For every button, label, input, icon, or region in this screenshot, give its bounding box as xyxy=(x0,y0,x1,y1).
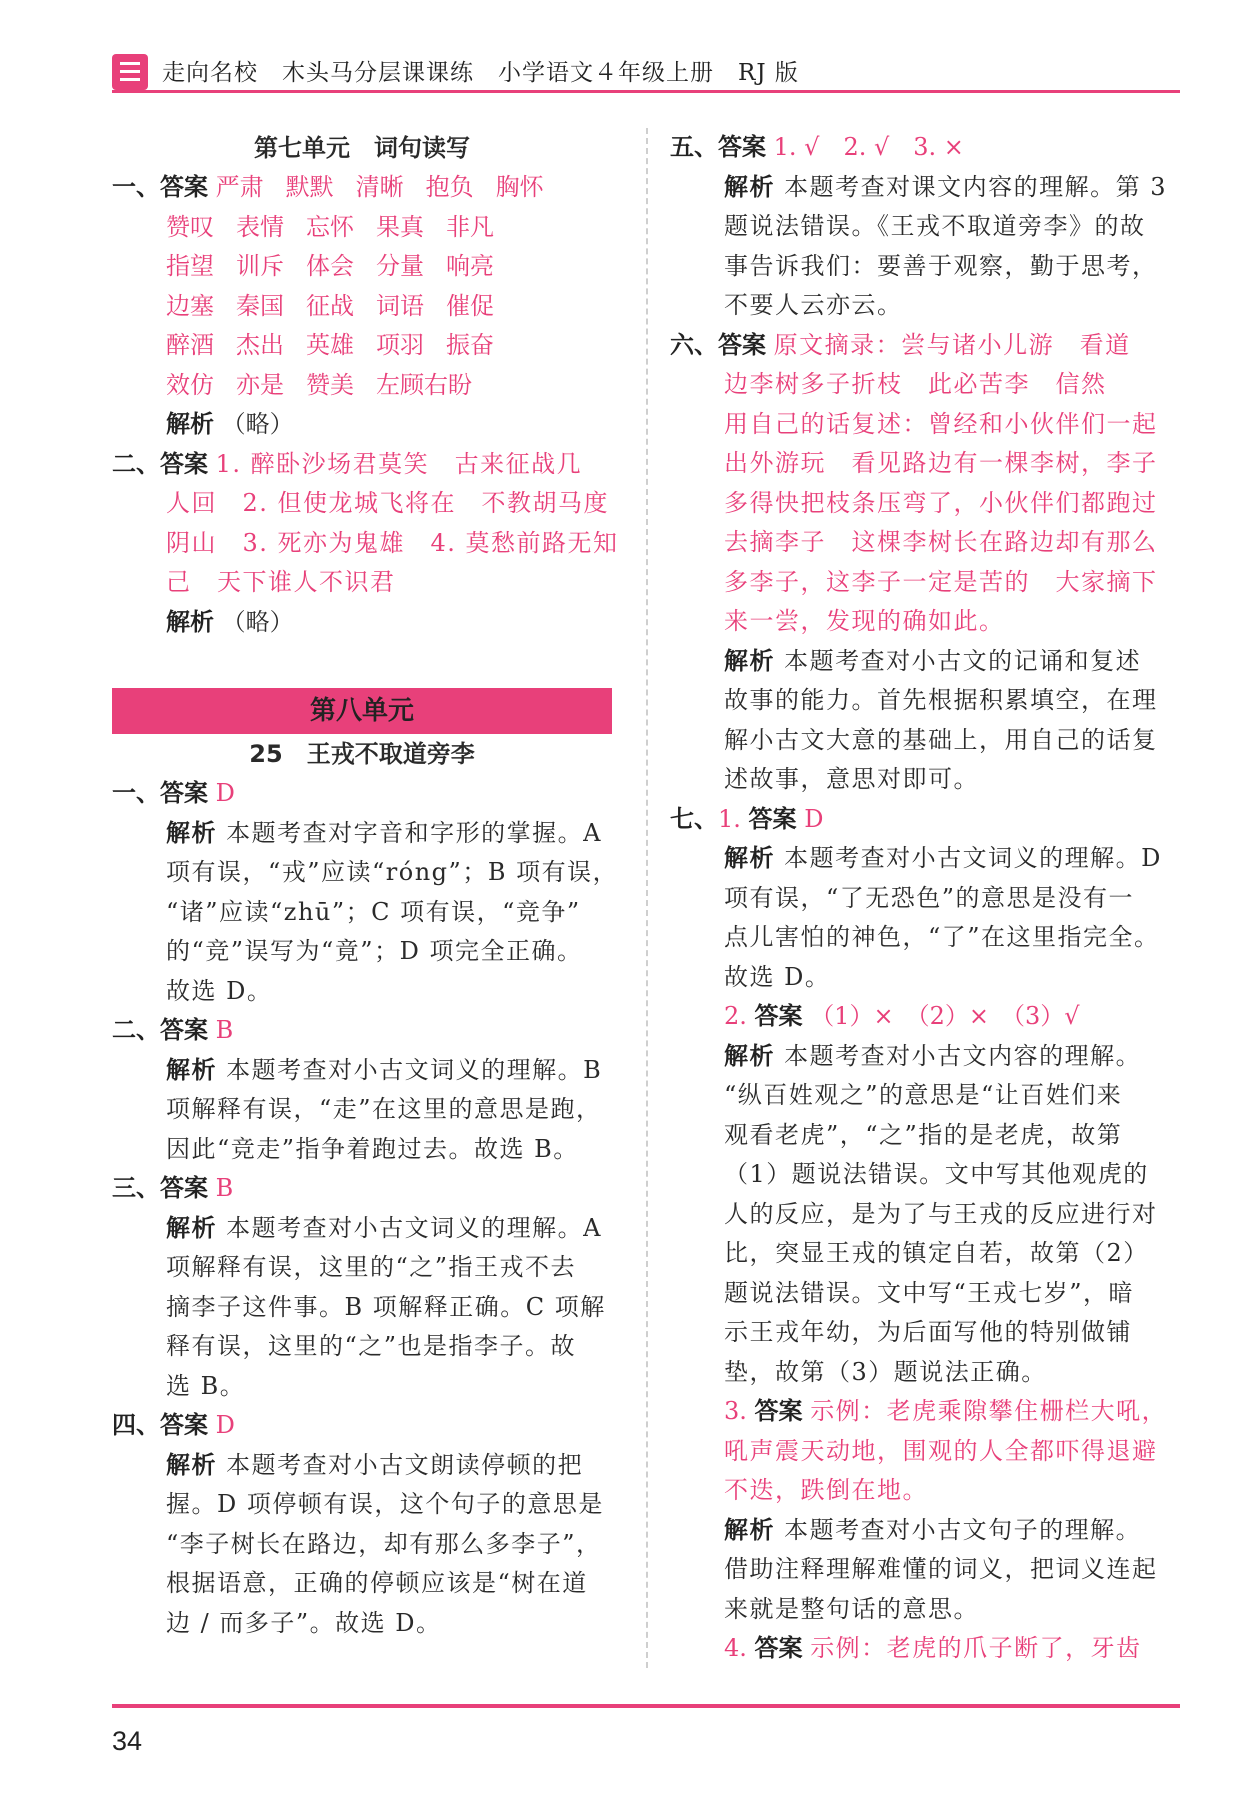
answer-word: 分量 xyxy=(376,252,424,280)
q2-analysis: 解析 （略） xyxy=(166,607,294,636)
answer-word: 征战 xyxy=(306,291,354,320)
answer-word: 秦国 xyxy=(236,291,284,320)
unit7-title: 第七单元 词句读写 xyxy=(254,134,470,162)
answer-word: 醉酒 xyxy=(166,331,214,359)
header-rule xyxy=(112,90,1180,93)
item-1: 一、答案 D 解析 本题考查对字音和字形的掌握。A 项有误，“戎”应读“róng”；B 项有误， “诸”应读“zhū”；C 项有误，“竞争” 的“竞”误写为“竟”；D 项完全正确。 故选 D。 xyxy=(112,779,619,1005)
answer-word: 亦是 xyxy=(236,370,284,399)
answer-word: 体会 xyxy=(306,252,354,280)
word-row xyxy=(112,326,612,366)
answer-label: 答案 xyxy=(160,173,208,201)
answer-word: 表情 xyxy=(236,212,284,241)
answer-word: 效仿 xyxy=(166,370,214,399)
q2-line: 己 天下谁人不识君 xyxy=(166,568,396,596)
book-logo-icon xyxy=(112,54,148,90)
answer-word: 边塞 xyxy=(166,291,214,320)
word-row xyxy=(112,247,612,287)
answer-word: 果真 xyxy=(376,212,424,241)
right-column xyxy=(670,128,1180,1669)
answer-word: 赞美 xyxy=(306,370,354,399)
answer-word: 项羽 xyxy=(376,331,424,359)
unit8-banner: 第八单元 xyxy=(112,688,612,734)
answer-word: 胸怀 xyxy=(495,173,544,201)
item-6: 六、答案 原文摘录：尝与诸小儿游 看道 边李树多子折枝 此必苦李 信然 用自己的话复述：曾经和小伙伴们一起 出外游玩 看见路边有一棵李树，李子 多得快把枝条压弯了，小伙伴们都跑过 去摘李子 这棵李树长在路边却有那么 多李子，这李子一定是苦的 大家摘下 来一尝，发现的确如此。 解析 本题考查对小古文的记诵和复述 故事的能力。首先根据积累填空，在理 解小古文大意的基础上，用自己的话复 述故事，意思对即可。 xyxy=(670,330,1158,793)
answer-word: 左顾右盼 xyxy=(376,370,472,399)
answer-word: 训斥 xyxy=(236,252,284,280)
page-number: 34 xyxy=(112,1726,143,1756)
word-row xyxy=(112,208,612,248)
header-title: 走向名校 木头马分层课课练 小学语文４年级上册 RJ 版 xyxy=(162,60,799,86)
answer-word: 赞叹 xyxy=(166,212,214,241)
answer-word: 振奋 xyxy=(446,331,494,359)
left-column xyxy=(112,128,619,1643)
word-row xyxy=(112,287,612,327)
answer-word: 清晰 xyxy=(355,173,404,201)
q1-analysis: 解析 （略） xyxy=(166,410,294,438)
answer-word: 杰出 xyxy=(236,331,284,359)
answer-word: 英雄 xyxy=(306,331,354,359)
word-row xyxy=(112,366,612,406)
answer-word: 严肃 xyxy=(215,173,264,201)
item-3: 三、答案 B 解析 本题考查对小古文词义的理解。A 项解释有误，这里的“之”指王戎不去 摘李子这件事。B 项解释正确。C 项解 释有误，这里的“之”也是指李子。故 选 B。 xyxy=(112,1174,606,1400)
column-divider xyxy=(646,128,648,1668)
answer-word: 抱负 xyxy=(425,173,474,201)
answer-word: 指望 xyxy=(166,252,214,280)
answer-word: 默默 xyxy=(285,173,334,201)
q2-line: 人回 2. 但使龙城飞将在 不教胡马度 xyxy=(166,489,610,517)
answer-word: 催促 xyxy=(446,291,494,320)
answer-word: 忘怀 xyxy=(306,212,354,241)
word-row xyxy=(216,173,566,201)
answer-word: 非凡 xyxy=(446,212,494,241)
answer-word: 响亮 xyxy=(446,252,494,280)
item-5: 五、答案 1. √ 2. √ 3. × 解析 本题考查对课文内容的理解。第 3 题说法错误。《王戎不取道旁李》的故 事告诉我们：要善于观察，勤于思考， 不要人云亦云。 xyxy=(670,133,1168,319)
item-4: 四、答案 D 解析 本题考查对小古文朗读停顿的把 握。D 项停顿有误，这个句子的意思是 “李子树长在路边，却有那么多李子”， 根据语意，正确的停顿应该是“树在道 边 / 而多子”。故选 D。 xyxy=(112,1411,604,1637)
q1-first-line: 一、答案 严肃 默默 清晰 抱负 胸怀 xyxy=(112,168,612,208)
item-2: 二、答案 B 解析 本题考查对小古文词义的理解。B 项解释有误，“走”在这里的意思是跑， 因此“竞走”指争着跑过去。故选 B。 xyxy=(112,1016,603,1163)
answer-word: 词语 xyxy=(376,291,424,320)
lesson-title: 25 王戎不取道旁李 xyxy=(249,740,475,768)
item-7: 七、1. 答案 D 解析 本题考查对小古文词义的理解。D 项有误，“了无恐色”的意思是没有一 点儿害怕的神色，“了”在这里指完全。 故选 D。 2. 答案 （1）× （2）× （3）√ 解析 本题考查对小古文内容的理解。 “纵百姓观之”的意思是“让百姓们来 观看老虎”，“之”指的是老虎，故第 （1）题说法错误。文中写其他观虎的 人的反应，是为了与王戎的反应进行对 比，突显王戎的镇定自若，故第（2） 题说法错误。文中写“王戎七岁”，暗 示王戎年幼，为后面写他的特别做铺 垫，故第（3）题说法正确。 3. 答案 示例：老虎乘隙攀住栅栏大吼， 吼声震天动地，围观的人全都吓得退避 不迭，跌倒在地。 解析 本题考查对小古文句子的理解。 借助注释理解难懂的词义，把词义连起 来就是整句话的意思。 4. 答案 示例：老虎的爪子断了，牙齿 xyxy=(670,804,1168,1662)
footer-rule xyxy=(112,1704,1180,1708)
q2-first-line: 二、答案 1. 醉卧沙场君莫笑 古来征战几 xyxy=(112,449,583,478)
q2-line: 阴山 3. 死亦为鬼雄 4. 莫愁前路无知 xyxy=(166,528,619,557)
